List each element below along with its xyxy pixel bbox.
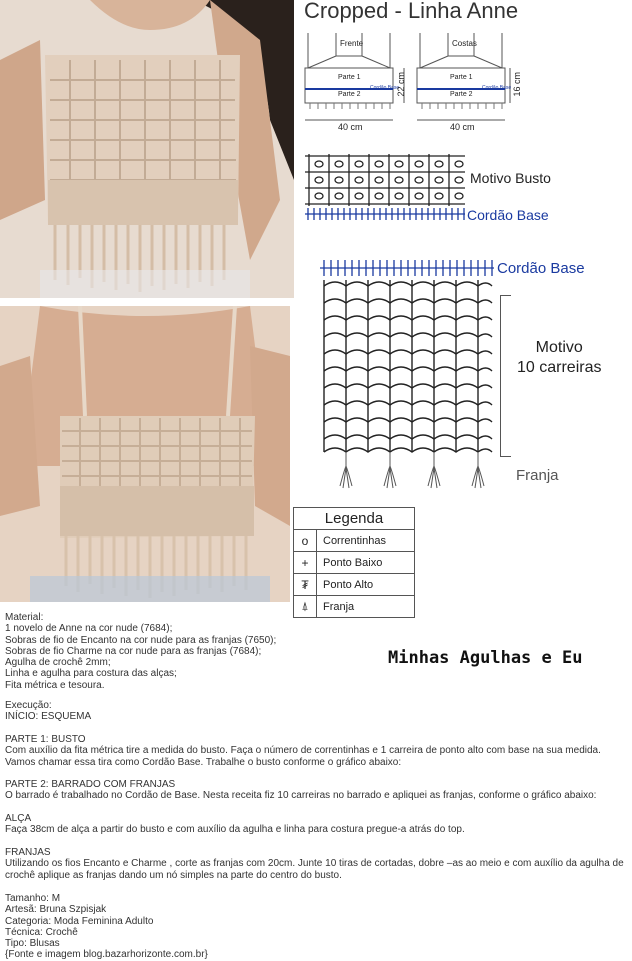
franjas-body: Utilizando os fios Encanto e Charme , corte as franjas com 20cm. Junte 10 tiras de cortadas, dobre –as ao meio e com auxílio da agulha de crochê aplique as franjas dando um nó simples na parte do centro do busto. [5, 858, 624, 881]
legend-item-correntinhas [294, 530, 414, 552]
material-item: Sobras de fio de Encanto na cor nude para as franjas (7650); [5, 634, 277, 646]
material-item: Agulha de crochê 2mm; [5, 657, 111, 669]
brand-watermark: Minhas Agulhas e Eu [388, 648, 583, 668]
back-height: 16 cm [512, 72, 522, 97]
franjas-section [5, 847, 625, 881]
info-section [5, 893, 208, 961]
page-title: Cropped - Linha Anne [304, 0, 519, 23]
front-part2: Parte 2 [338, 91, 361, 98]
legend-item-label: Ponto Baixo [323, 556, 383, 569]
double-crochet-icon: ₮ [294, 574, 317, 595]
franja-label: Franja [516, 467, 559, 484]
material-item: Linha e agulha para costura das alças; [5, 668, 177, 680]
legend-title: Legenda [294, 508, 414, 530]
info-size: Tamanho: M [5, 893, 61, 904]
material-item: Fita métrica e tesoura. [5, 679, 105, 691]
motivo-10-label [517, 338, 601, 378]
legend-item-label: Franja [323, 600, 355, 613]
schematic-front [300, 28, 415, 136]
back-width: 40 cm [450, 122, 475, 132]
motivo-label-line2: 10 carreiras [517, 359, 602, 376]
front-label: Frente [340, 39, 364, 48]
chain-stitch-icon: o [294, 530, 317, 551]
back-part1: Parte 1 [450, 74, 473, 81]
execucao-section [5, 700, 91, 723]
single-crochet-icon: + [294, 552, 317, 573]
info-artisan: Artesã: Bruna Szpisjak [5, 904, 107, 916]
front-photo [0, 0, 294, 298]
cordao-base-label-1: Cordão Base [467, 207, 549, 223]
legend-item-ponto-baixo [294, 552, 414, 574]
front-height: 22 cm [396, 72, 406, 97]
execucao-inicio: INÍCIO: ESQUEMA [5, 711, 92, 723]
busto-stitch-chart [303, 150, 468, 222]
info-technique: Técnica: Crochê [5, 926, 78, 938]
barrado-stitch-chart [318, 256, 498, 496]
parte1-heading: PARTE 1: BUSTO [5, 734, 86, 745]
motivo-busto-label: Motivo Busto [470, 170, 551, 186]
info-type: Tipo: Blusas [5, 938, 60, 950]
material-item: Sobras de fio Charme na cor nude para as franjas (7684); [5, 645, 262, 657]
motivo-label-line1: Motivo [535, 339, 583, 356]
back-base: Cordão Base [482, 85, 512, 91]
schematic-back [412, 28, 532, 136]
back-label: Costas [452, 39, 477, 48]
parte2-section [5, 779, 625, 802]
parte2-heading: PARTE 2: BARRADO COM FRANJAS [5, 779, 176, 790]
parte1-body: Com auxílio da fita métrica tire a medida do busto. Faça o número de correntinhas e 1 carreira de ponto alto com base na sua medida. Vamos chamar essa tira como Cordão Base. Trabalhe o busto conforme o gráfico abaixo: [5, 745, 601, 768]
franjas-heading: FRANJAS [5, 847, 51, 858]
alca-heading: ALÇA [5, 813, 32, 824]
legend-item-franja [294, 596, 414, 617]
info-category: Categoria: Moda Feminina Adulto [5, 915, 154, 927]
material-item: 1 novelo de Anne na cor nude (7684); [5, 623, 173, 635]
info-source: {Fonte e imagem blog.bazarhorizonte.com.br} [5, 949, 208, 961]
legend-item-label: Correntinhas [323, 534, 386, 547]
parte1-section [5, 734, 625, 768]
front-part1: Parte 1 [338, 74, 361, 81]
material-heading: Material: [5, 612, 44, 623]
legend-item-label: Ponto Alto [323, 578, 374, 591]
material-section [5, 612, 276, 691]
back-photo [0, 306, 290, 602]
execucao-heading: Execução: [5, 700, 52, 711]
front-width: 40 cm [338, 122, 363, 132]
motivo-bracket [500, 295, 511, 457]
alca-body: Faça 38cm de alça a partir do busto e com auxílio da agulha e linha para costura pregue-a atrás do top. [5, 824, 465, 836]
alca-section [5, 813, 625, 836]
front-base: Cordão Base [370, 85, 400, 91]
cordao-base-label-2: Cordão Base [497, 260, 585, 277]
fringe-icon: ⍋ [294, 596, 317, 617]
legend [293, 507, 415, 618]
back-part2: Parte 2 [450, 91, 473, 98]
parte2-body: O barrado é trabalhado no Cordão de Base. Nesta receita fiz 10 carreiras no barrado e apliquei as franjas, conforme o gráfico abaixo: [5, 790, 597, 802]
legend-item-ponto-alto [294, 574, 414, 596]
